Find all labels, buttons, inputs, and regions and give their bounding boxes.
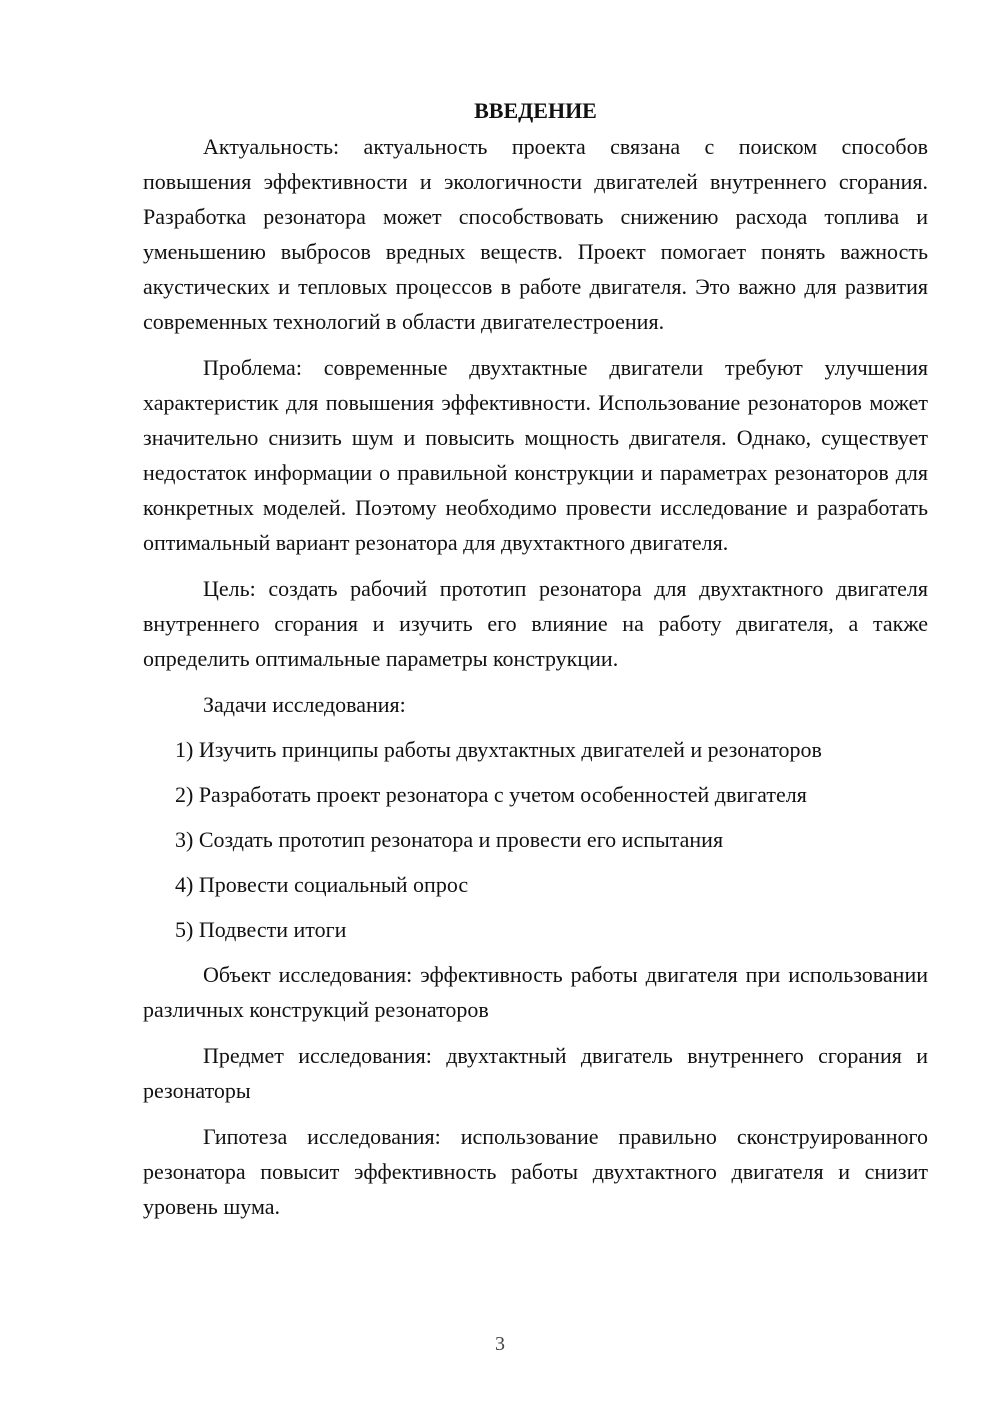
list-item: 5) Подвести итоги <box>175 917 347 942</box>
list-item: 1) Изучить принципы работы двухтактных двигателей и резонаторов <box>175 737 822 762</box>
object-paragraph: Объект исследования: эффективность работы двигателя при использовании различных конструкций резонаторов <box>143 962 928 1022</box>
goal-paragraph: Цель: создать рабочий прототип резонатора для двухтактного двигателя внутреннего сгорания и изучить его влияние на работу двигателя, а также определить оптимальные параметры конструкции. <box>143 576 928 671</box>
tasks-heading: Задачи исследования: <box>203 692 406 717</box>
list-item: 2) Разработать проект резонатора с учетом особенностей двигателя <box>175 782 807 807</box>
problem-paragraph: Проблема: современные двухтактные двигатели требуют улучшения характеристик для повышения эффективности. Использование резонаторов может значительно снизить шум и повысить мощность двигателя. Однако, существует недостаток информации о правильной конструкции и параметрах резонаторов для конкретных моделей. Поэтому необходимо провести исследование и разработать оптимальный вариант резонатора для двухтактного двигателя. <box>143 355 928 555</box>
list-item: 3) Создать прототип резонатора и провести его испытания <box>175 827 724 852</box>
hypothesis-paragraph: Гипотеза исследования: использование правильно сконструированного резонатора повысит эффективность работы двухтактного двигателя и снизит уровень шума. <box>143 1124 928 1219</box>
document-page <box>143 93 928 1235</box>
subject-paragraph: Предмет исследования: двухтактный двигатель внутреннего сгорания и резонаторы <box>143 1043 928 1103</box>
list-item: 4) Провести социальный опрос <box>175 872 469 897</box>
relevance-paragraph: Актуальность: актуальность проекта связана с поиском способов повышения эффективности и экологичности двигателей внутреннего сгорания. Разработка резонатора может способствовать снижению расхода топлива и уменьшению выбросов вредных веществ. Проект помогает понять важность акустических и тепловых процессов в работе двигателя. Это важно для развития современных технологий в области двигателестроения. <box>143 134 928 334</box>
page-title: ВВЕДЕНИЕ <box>474 98 597 123</box>
task-list <box>143 732 928 947</box>
page-number: 3 <box>495 1333 505 1355</box>
